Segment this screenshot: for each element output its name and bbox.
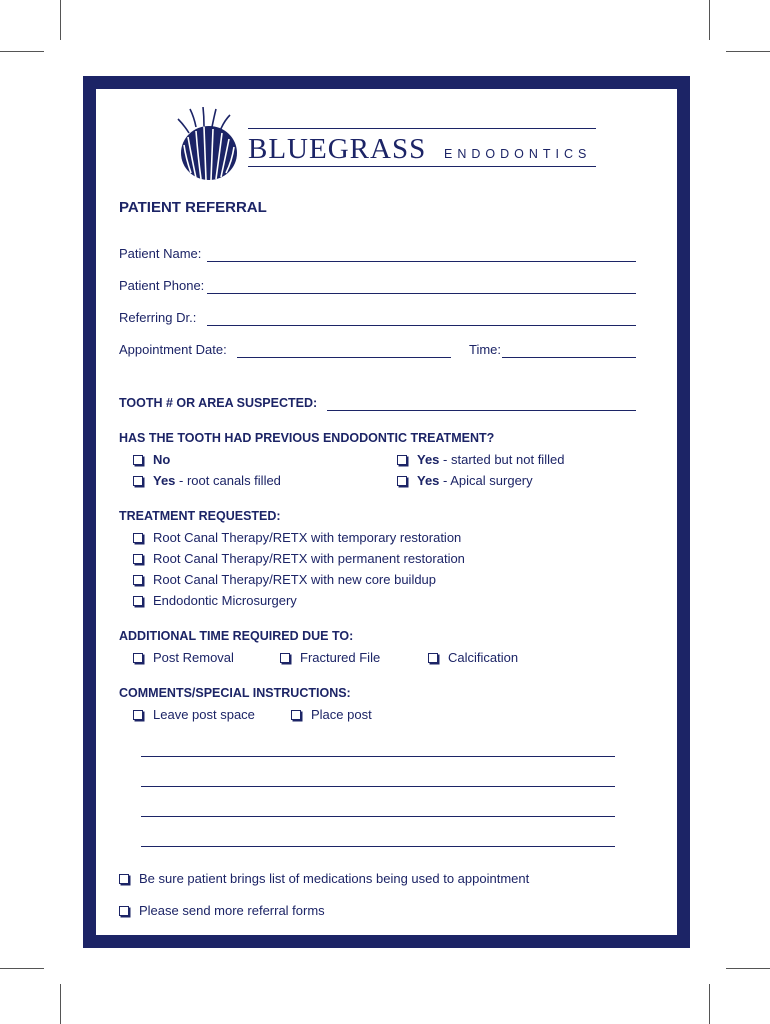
additional-time-heading: ADDITIONAL TIME REQUIRED DUE TO: [119,629,354,643]
comments-line[interactable] [141,756,615,757]
additional-time-calcification[interactable] [428,650,518,665]
logo-rule-top [248,128,596,129]
previous-yes-started-option[interactable] [397,452,564,467]
checkbox[interactable] [397,455,407,465]
treatment-option-microsurgery[interactable] [133,593,297,608]
option-label-rest: - root canals filled [175,473,281,488]
comments-line[interactable] [141,786,615,787]
treatment-option-permanent[interactable] [133,551,465,566]
crop-mark [726,968,770,969]
crop-mark [60,984,61,1024]
checkbox[interactable] [133,455,143,465]
option-label: Please send more referral forms [139,903,325,918]
option-label: Place post [311,707,372,722]
checkbox[interactable] [133,653,143,663]
additional-time-fractured-file[interactable] [280,650,380,665]
crop-mark [709,984,710,1024]
checkbox[interactable] [133,476,143,486]
option-label: Post Removal [153,650,234,665]
form-title: PATIENT REFERRAL [119,199,267,216]
checkbox[interactable] [428,653,438,663]
option-label: Be sure patient brings list of medications being used to appointment [139,871,530,886]
brand-name: BLUEGRASS [248,133,427,165]
more-forms-option[interactable] [119,903,325,918]
crop-mark [60,0,61,40]
option-label: Calcification [448,650,519,665]
appointment-date-label: Appointment Date: [119,342,227,357]
crop-mark [0,51,44,52]
option-label: Leave post space [153,707,255,722]
patient-name-label: Patient Name: [119,246,202,261]
comments-leave-post-space[interactable] [133,707,255,722]
logo-rule-bottom [248,166,596,167]
additional-time-post-removal[interactable] [133,650,234,665]
checkbox[interactable] [291,710,301,720]
bluegrass-logo-icon [176,107,244,183]
checkbox[interactable] [119,874,129,884]
treatment-heading: TREATMENT REQUESTED: [119,509,281,523]
comments-line[interactable] [141,846,615,847]
option-label-bold: Yes [417,452,440,467]
option-label-bold: Yes [153,473,176,488]
checkbox[interactable] [133,533,143,543]
checkbox[interactable] [280,653,290,663]
previous-treatment-heading: HAS THE TOOTH HAD PREVIOUS ENDODONTIC TREATMENT? [119,431,495,445]
checkbox[interactable] [133,575,143,585]
previous-yes-apical-option[interactable] [397,473,533,488]
option-label-bold: Yes [417,473,440,488]
patient-phone-label: Patient Phone: [119,278,205,293]
checkbox[interactable] [133,596,143,606]
checkbox[interactable] [133,554,143,564]
comments-line[interactable] [141,816,615,817]
previous-yes-filled-option[interactable] [133,473,281,488]
time-field[interactable] [502,357,636,358]
patient-phone-field[interactable] [207,293,636,294]
option-label: Endodontic Microsurgery [153,593,297,608]
option-label: Fractured File [300,650,381,665]
treatment-option-temporary[interactable] [133,530,461,545]
option-label: Root Canal Therapy/RETX with new core buildup [153,572,437,587]
checkbox[interactable] [397,476,407,486]
comments-heading: COMMENTS/SPECIAL INSTRUCTIONS: [119,686,351,700]
option-label-rest: - started but not filled [439,452,565,467]
crop-mark [0,968,44,969]
patient-name-field[interactable] [207,261,636,262]
tooth-area-label: TOOTH # OR AREA SUSPECTED: [119,396,318,410]
option-label: Root Canal Therapy/RETX with permanent restoration [153,551,465,566]
referring-dr-label: Referring Dr.: [119,310,197,325]
treatment-option-core-buildup[interactable] [133,572,436,587]
referral-card [83,76,690,948]
time-label: Time: [469,342,502,357]
checkbox[interactable] [119,906,129,916]
checkbox[interactable] [133,710,143,720]
comments-place-post[interactable] [291,707,372,722]
brand-subtitle: ENDODONTICS [444,147,592,161]
appointment-date-field[interactable] [237,357,451,358]
tooth-area-field[interactable] [327,410,636,411]
medications-option[interactable] [119,871,529,886]
option-label: No [153,452,171,467]
crop-mark [709,0,710,40]
crop-mark [726,51,770,52]
option-label-rest: - Apical surgery [439,473,533,488]
option-label: Root Canal Therapy/RETX with temporary restoration [153,530,462,545]
previous-no-option[interactable] [133,452,170,467]
referring-dr-field[interactable] [207,325,636,326]
